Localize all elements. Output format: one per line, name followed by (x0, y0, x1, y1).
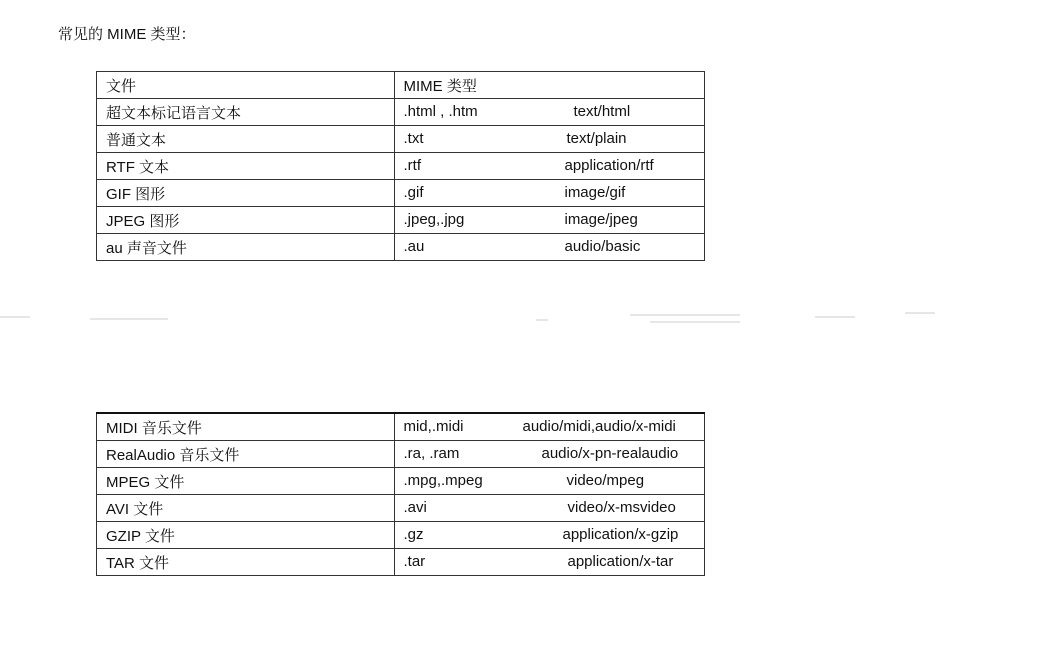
table-row (97, 413, 705, 441)
extension-text: .html , .htm (403, 103, 478, 121)
mime-cell (395, 495, 705, 522)
mime-type-text: video/x-msvideo (567, 499, 676, 516)
mime-type-text: application/x-tar (567, 553, 674, 570)
mime-cell (395, 99, 705, 126)
table-row (97, 207, 705, 234)
table-row (97, 468, 705, 495)
scan-artifact (630, 314, 740, 316)
table-row (97, 495, 705, 522)
mime-cell (395, 549, 705, 576)
mime-cell (395, 468, 705, 495)
mime-type-text: audio/basic (564, 238, 641, 255)
extension-text: .avi (403, 499, 427, 517)
extension-text: .rtf (403, 157, 421, 175)
header-mime-cell: MIME 类型 (395, 72, 705, 99)
extension-text: .au (403, 238, 425, 256)
table-row (97, 522, 705, 549)
extension-text: mid,.midi (403, 418, 464, 436)
extension-text: .gz (403, 526, 424, 544)
file-name-cell: 普通文本 (97, 126, 395, 153)
mime-table-bottom (96, 412, 705, 576)
file-name-cell: RealAudio 音乐文件 (97, 441, 395, 468)
table-row (97, 549, 705, 576)
file-name-cell: au 声音文件 (97, 234, 395, 261)
mime-type-text: text/plain (566, 130, 627, 147)
header-file-cell: 文件 (97, 72, 395, 99)
mime-cell (395, 522, 705, 549)
file-name-cell: MIDI 音乐文件 (97, 413, 395, 441)
file-name-cell: TAR 文件 (97, 549, 395, 576)
mime-cell (395, 126, 705, 153)
mime-type-text: text/html (573, 103, 631, 120)
file-name-cell: 超文本标记语言文本 (97, 99, 395, 126)
mime-table-top (96, 71, 705, 261)
file-name-cell: GZIP 文件 (97, 522, 395, 549)
table-row (97, 126, 705, 153)
scan-artifact (0, 316, 30, 318)
table-row (97, 441, 705, 468)
mime-cell (395, 207, 705, 234)
mime-type-text: application/x-gzip (562, 526, 679, 543)
file-name-cell: RTF 文本 (97, 153, 395, 180)
extension-text: .txt (403, 130, 424, 148)
extension-text: .tar (403, 553, 426, 571)
scan-artifact (905, 312, 935, 314)
mime-type-text: application/rtf (564, 157, 654, 174)
file-name-cell: MPEG 文件 (97, 468, 395, 495)
mime-type-text: image/jpeg (564, 211, 638, 228)
page-heading: 常见的 MIME 类型： (58, 26, 196, 43)
file-name-cell: GIF 图形 (97, 180, 395, 207)
table-row (97, 180, 705, 207)
mime-type-text: audio/x-pn-realaudio (541, 445, 679, 462)
mime-type-text: image/gif (564, 184, 626, 201)
scan-artifact (536, 319, 548, 321)
extension-text: .jpeg,.jpg (403, 211, 465, 229)
extension-text: .ra, .ram (403, 445, 460, 463)
scan-artifact (650, 321, 740, 323)
mime-cell (395, 441, 705, 468)
extension-text: .gif (403, 184, 424, 202)
mime-cell (395, 234, 705, 261)
table-header-row (97, 72, 705, 99)
file-name-cell: JPEG 图形 (97, 207, 395, 234)
extension-text: .mpg,.mpeg (403, 472, 483, 490)
mime-cell (395, 153, 705, 180)
mime-cell (395, 413, 705, 441)
table-row (97, 99, 705, 126)
scan-artifact (90, 318, 168, 320)
file-name-cell: AVI 文件 (97, 495, 395, 522)
table-row (97, 153, 705, 180)
mime-type-text: video/mpeg (566, 472, 645, 489)
mime-type-text: audio/midi,audio/x-midi (522, 418, 676, 435)
mime-cell (395, 180, 705, 207)
scan-artifact (815, 316, 855, 318)
table-row (97, 234, 705, 261)
